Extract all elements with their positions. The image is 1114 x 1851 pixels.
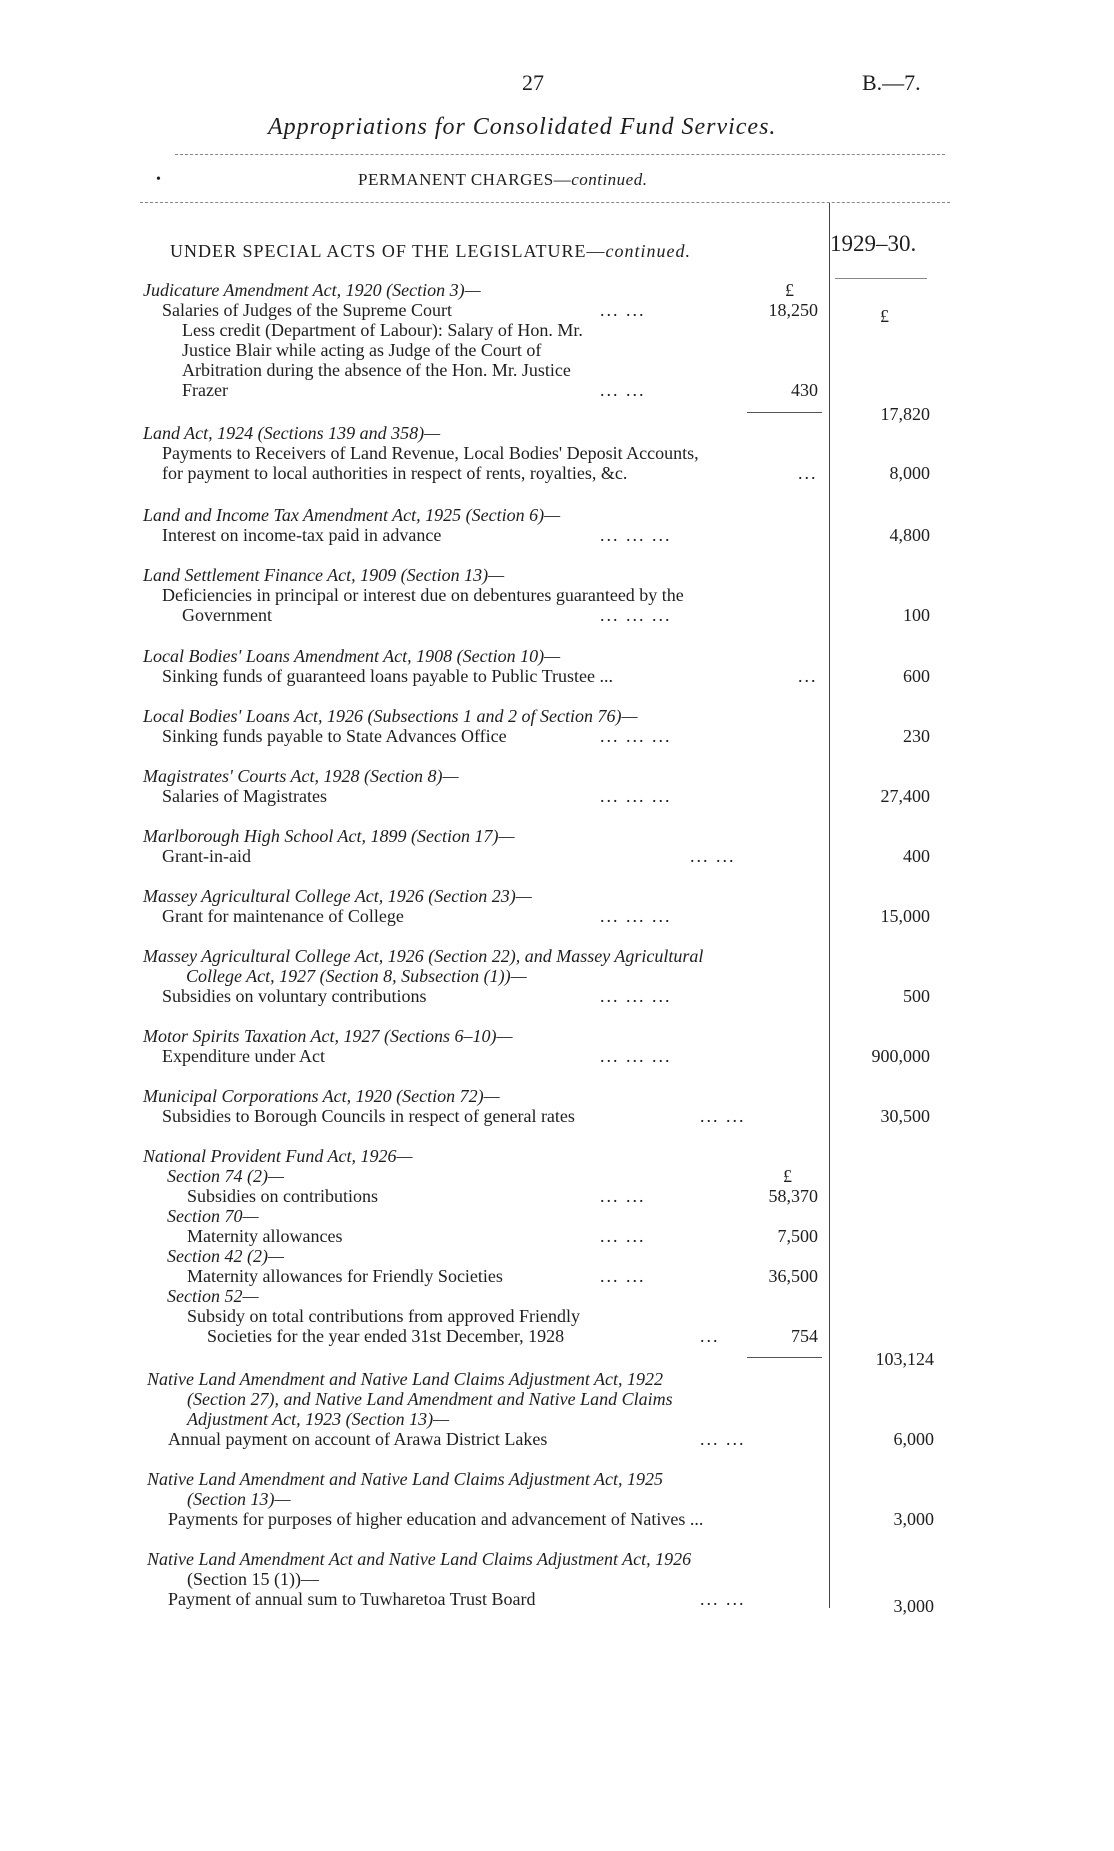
year-underline <box>835 278 927 279</box>
page-title: Appropriations for Consolidated Fund Services. <box>268 114 777 140</box>
subtotal-rule <box>747 412 822 413</box>
act-title-continued: (Section 15 (1))— <box>187 1569 319 1589</box>
entry-amount: 15,000 <box>880 906 930 926</box>
entry-amount: 400 <box>903 846 930 866</box>
line-item: Salaries of Magistrates <box>162 786 327 806</box>
act-title-continued: (Section 27), and Native Land Amendment and Native Land Claims <box>187 1389 673 1409</box>
act-title: Judicature Amendment Act, 1920 (Section 3)— <box>143 280 481 300</box>
act-title-continued: (Section 13)— <box>187 1489 291 1509</box>
entry-amount: 4,800 <box>889 525 930 545</box>
entry-amount: 900,000 <box>871 1046 930 1066</box>
act-title: Local Bodies' Loans Act, 1926 (Subsections 1 and 2 of Section 76)— <box>143 706 638 726</box>
section-heading-italic: continued. <box>605 241 692 261</box>
act-title: Land and Income Tax Amendment Act, 1925 (Section 6)— <box>143 505 561 525</box>
line-item: Arbitration during the absence of the Hon. Mr. Justice <box>182 360 571 380</box>
entry-amount: 3,000 <box>893 1596 934 1616</box>
act-title: Land Settlement Finance Act, 1909 (Section 13)— <box>143 565 505 585</box>
leader-dots: ... ... ... <box>600 786 672 806</box>
leader-dots: ... ... ... <box>600 906 672 926</box>
sub-amount: 18,250 <box>768 300 818 320</box>
subtotal-rule <box>747 1357 822 1358</box>
line-item: Sinking funds payable to State Advances Office <box>162 726 507 746</box>
leader-dots: ... ... ... <box>600 525 672 545</box>
act-title: Land Act, 1924 (Sections 139 and 358)— <box>143 423 441 443</box>
line-item: Subsidies on voluntary contributions <box>162 986 427 1006</box>
pound-sign: £ <box>785 280 794 300</box>
entry-amount: 600 <box>903 666 930 686</box>
leader-dots: ... ... <box>690 846 736 866</box>
entry-amount: 17,820 <box>880 404 930 424</box>
line-item: Subsidy on total contributions from approved Friendly <box>187 1306 580 1326</box>
line-item: Subsidies on contributions <box>187 1186 379 1206</box>
sub-amount: 36,500 <box>768 1266 818 1286</box>
leader-dots: ... <box>700 1326 720 1346</box>
line-item: Interest on income-tax paid in advance <box>162 525 442 545</box>
entry-amount: 30,500 <box>880 1106 930 1126</box>
line-item: Societies for the year ended 31st December, 1928 <box>207 1326 565 1346</box>
line-item: Maternity allowances <box>187 1226 343 1246</box>
pound-sign: £ <box>880 306 889 326</box>
line-item: Deficiencies in principal or interest due on debentures guaranteed by the <box>162 585 684 605</box>
page-subtitle <box>358 170 647 190</box>
act-title: Massey Agricultural College Act, 1926 (Section 23)— <box>143 886 532 906</box>
line-item: Payments for purposes of higher education and advancement of Natives ... <box>168 1509 704 1529</box>
leader-dots: ... ... ... <box>600 605 672 625</box>
leader-dots: ... ... <box>600 1266 646 1286</box>
act-title: Native Land Amendment Act and Native Land Claims Adjustment Act, 1926 <box>147 1549 692 1569</box>
subsection-label: Section 74 (2)— <box>167 1166 284 1186</box>
act-title: Local Bodies' Loans Amendment Act, 1908 (Section 10)— <box>143 646 561 666</box>
act-title-continued: College Act, 1927 (Section 8, Subsection (1))— <box>186 966 527 986</box>
leader-dots: ... ... <box>700 1429 746 1449</box>
act-title: Municipal Corporations Act, 1920 (Section 72)— <box>143 1086 500 1106</box>
leader-dots: ... ... ... <box>600 986 672 1006</box>
entry-amount: 8,000 <box>889 463 930 483</box>
sub-amount: 430 <box>791 380 818 400</box>
line-item: Subsidies to Borough Councils in respect of general rates <box>162 1106 575 1126</box>
sub-amount: 7,500 <box>777 1226 818 1246</box>
entry-amount: 27,400 <box>880 786 930 806</box>
subsection-label: Section 52— <box>167 1286 259 1306</box>
sub-amount: 58,370 <box>768 1186 818 1206</box>
leader-dots: ... ... <box>600 300 646 320</box>
line-item: Government <box>182 605 272 625</box>
section-heading-main: UNDER SPECIAL ACTS OF THE LEGISLATURE— <box>170 241 606 261</box>
line-item: Payments to Receivers of Land Revenue, Local Bodies' Deposit Accounts, <box>162 443 699 463</box>
entry-amount: 103,124 <box>875 1349 934 1369</box>
act-title-continued: Adjustment Act, 1923 (Section 13)— <box>187 1409 450 1429</box>
line-item: for payment to local authorities in respect of rents, royalties, &c. <box>162 463 628 483</box>
subsection-label: Section 42 (2)— <box>167 1246 284 1266</box>
line-item: Payment of annual sum to Tuwharetoa Trust Board <box>168 1589 536 1609</box>
section-heading <box>170 241 691 262</box>
subtitle-main: PERMANENT CHARGES— <box>358 170 572 189</box>
document-reference: B.—7. <box>862 70 921 95</box>
leader-dots: ... ... <box>700 1589 746 1609</box>
line-item: Sinking funds of guaranteed loans payable to Public Trustee ... <box>162 666 613 686</box>
sub-amount: 754 <box>791 1326 818 1346</box>
line-item: Less credit (Department of Labour): Salary of Hon. Mr. <box>182 320 583 340</box>
pound-sign: £ <box>783 1166 792 1186</box>
line-item: Expenditure under Act <box>162 1046 325 1066</box>
entry-amount: 3,000 <box>893 1509 934 1529</box>
line-item: Frazer <box>182 380 228 400</box>
leader-dots: ... ... <box>600 380 646 400</box>
leader-dots: ... ... <box>600 1186 646 1206</box>
line-item: Justice Blair while acting as Judge of the Court of <box>182 340 542 360</box>
leader-dots: ... ... <box>600 1226 646 1246</box>
leader-dots: ... <box>798 666 818 686</box>
entry-amount: 100 <box>903 605 930 625</box>
act-title: Marlborough High School Act, 1899 (Section 17)— <box>143 826 515 846</box>
leader-dots: ... ... <box>700 1106 746 1126</box>
line-item: Salaries of Judges of the Supreme Court <box>162 300 452 320</box>
line-item: Maternity allowances for Friendly Societies <box>187 1266 503 1286</box>
leader-dots: ... ... ... <box>600 726 672 746</box>
page-number: 27 <box>522 70 544 95</box>
leader-dots: ... ... ... <box>600 1046 672 1066</box>
act-title: Massey Agricultural College Act, 1926 (Section 22), and Massey Agricultural <box>143 946 704 966</box>
leader-dots: ... <box>798 463 818 483</box>
amount-column-rule <box>829 203 830 1608</box>
entry-amount: 6,000 <box>893 1429 934 1449</box>
fiscal-year: 1929–30. <box>830 231 917 256</box>
line-item: Grant-in-aid <box>162 846 251 866</box>
line-item: Grant for maintenance of College <box>162 906 404 926</box>
act-title: Native Land Amendment and Native Land Claims Adjustment Act, 1925 <box>147 1469 663 1489</box>
act-title: Motor Spirits Taxation Act, 1927 (Sections 6–10)— <box>143 1026 513 1046</box>
entry-amount: 230 <box>903 726 930 746</box>
act-title: National Provident Fund Act, 1926— <box>143 1146 413 1166</box>
title-rule <box>175 154 945 155</box>
bullet-mark: • <box>156 172 161 187</box>
act-title: Magistrates' Courts Act, 1928 (Section 8)— <box>143 766 459 786</box>
entry-amount: 500 <box>903 986 930 1006</box>
subsection-label: Section 70— <box>167 1206 259 1226</box>
line-item: Annual payment on account of Arawa District Lakes <box>168 1429 548 1449</box>
act-title: Native Land Amendment and Native Land Claims Adjustment Act, 1922 <box>147 1369 663 1389</box>
subtitle-italic: continued. <box>571 170 648 189</box>
